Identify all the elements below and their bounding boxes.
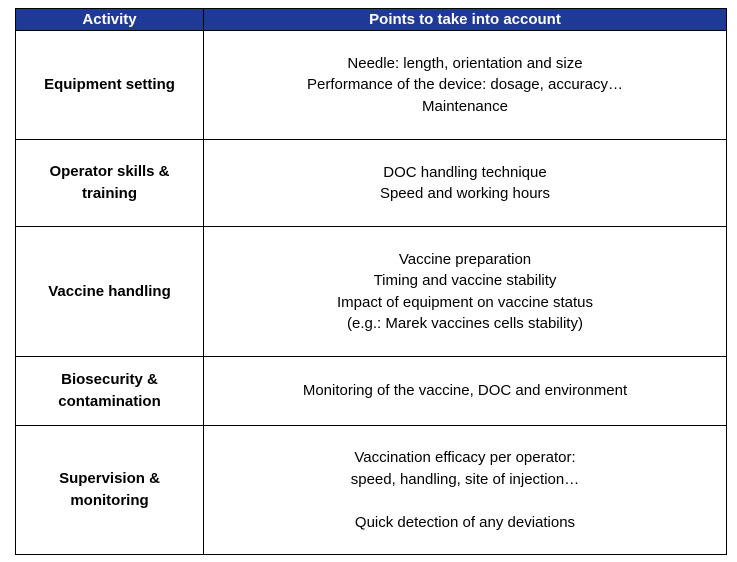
point-text: Vaccination efficacy per operator: bbox=[354, 449, 576, 466]
point-text: Impact of equipment on vaccine status bbox=[337, 293, 593, 311]
table-row bbox=[16, 227, 727, 357]
point-text: Timing and vaccine stability bbox=[373, 272, 557, 289]
point-text: Monitoring of the vaccine, DOC and environment bbox=[302, 382, 628, 400]
points-cell bbox=[204, 140, 727, 227]
table-row bbox=[16, 31, 727, 140]
header-row bbox=[16, 9, 727, 31]
blank-spacer bbox=[210, 490, 720, 512]
point-text: (e.g.: Marek vaccines cells stability) bbox=[347, 315, 583, 332]
table-row bbox=[16, 140, 727, 227]
points-cell bbox=[204, 426, 727, 555]
header-points: Points to take into account bbox=[204, 9, 727, 31]
activity-label: Vaccine handling bbox=[48, 282, 171, 300]
header-activity: Activity bbox=[16, 9, 204, 31]
activity-label: monitoring bbox=[70, 492, 149, 509]
points-cell bbox=[204, 227, 727, 357]
activity-label: training bbox=[82, 185, 137, 202]
activity-cell bbox=[16, 426, 204, 555]
activity-cell bbox=[16, 31, 204, 140]
point-text: Quick detection of any deviations bbox=[354, 513, 576, 531]
activity-label: Operator skills & bbox=[49, 163, 170, 180]
activity-cell bbox=[16, 140, 204, 227]
point-text: DOC handling technique bbox=[383, 163, 547, 181]
table-row bbox=[16, 357, 727, 426]
activity-label: Equipment setting bbox=[44, 76, 175, 93]
activity-cell bbox=[16, 227, 204, 357]
activity-label: Supervision & bbox=[59, 470, 160, 487]
point-text: speed, handling, site of injection… bbox=[350, 470, 580, 488]
point-text: Vaccine preparation bbox=[398, 250, 532, 268]
points-cell bbox=[204, 31, 727, 140]
activities-table bbox=[15, 8, 727, 555]
table-row bbox=[16, 426, 727, 555]
point-text: Performance of the device: dosage, accuracy… bbox=[307, 76, 623, 94]
activity-label: Biosecurity & bbox=[61, 371, 158, 388]
activity-cell bbox=[16, 357, 204, 426]
activity-label: contamination bbox=[58, 393, 161, 410]
points-cell bbox=[204, 357, 727, 426]
point-text: Speed and working hours bbox=[379, 185, 551, 202]
point-text: Maintenance bbox=[422, 97, 508, 115]
point-text: Needle: length, orientation and size bbox=[347, 54, 583, 72]
